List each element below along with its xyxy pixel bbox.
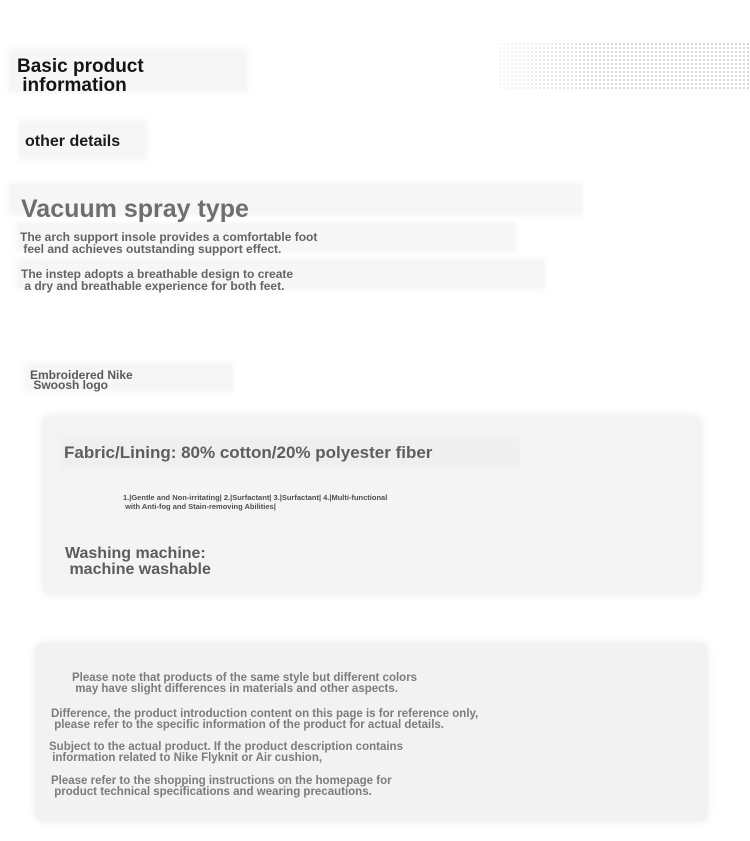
- product-heading: Vacuum spray type: [21, 195, 249, 223]
- page-title: Basic product information: [17, 56, 144, 96]
- washing-spec: Washing machine: machine washable: [65, 545, 211, 578]
- logo-caption: Embroidered Nike Swoosh logo: [30, 368, 133, 392]
- feature-text: The instep adopts a breathable design to create a dry and breathable experience for both feet.: [21, 267, 294, 293]
- feature-text: The arch support insole provides a comfortable foot feel and achieves outstanding support effect.: [20, 230, 318, 256]
- notice-text: Subject to the actual product. If the product description contains information related to Nike Flyknit or Air cushion,: [49, 741, 403, 764]
- section-title: other details: [25, 133, 121, 150]
- notice-text: Please note that products of the same style but different colors may have slight differences in materials and other aspects.: [72, 672, 418, 695]
- fabric-spec: Fabric/Lining: 80% cotton/20% polyester fiber: [64, 443, 433, 462]
- feature-list: 1.|Gentle and Non-irritating| 2.|Surfactant| 3.|Surfactant| 4.|Multi-functional with Anti-fog and Stain-removing Abilities|: [123, 493, 388, 511]
- notice-text: Please refer to the shopping instructions on the homepage for product technical specifications and wearing precautions.: [51, 775, 392, 798]
- dot-pattern-decoration: [498, 42, 750, 90]
- notice-text: Difference, the product introduction content on this page is for reference only, please refer to the specific information of the product for actual details.: [51, 708, 479, 731]
